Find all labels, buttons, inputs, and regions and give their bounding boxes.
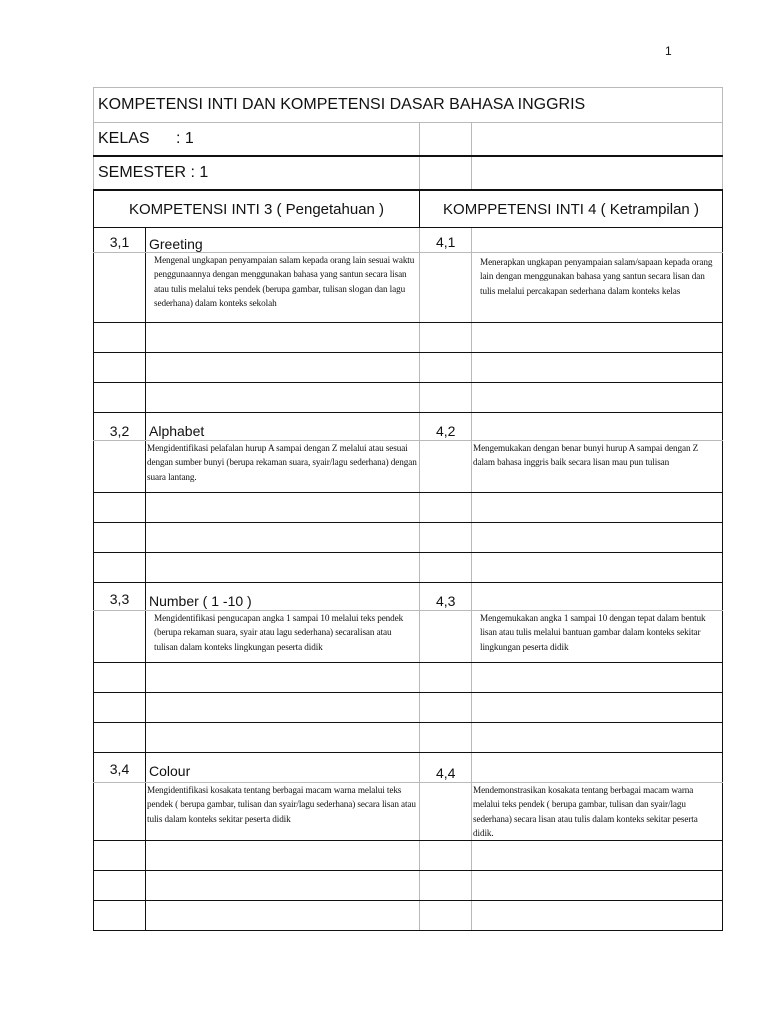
- blank-row: [94, 663, 723, 693]
- blank-row: [94, 493, 723, 523]
- ki4-number: 4,2: [420, 413, 472, 441]
- ki3-title: Number ( 1 -10 ): [146, 583, 420, 611]
- ki4-description: Mengemukakan angka 1 sampai 10 dengan tepat dalam bentuk lisan atau tulis melalui bantuan gambar dalam konteks sekitar lingkungan peserta didik: [480, 613, 706, 652]
- ki3-description: Mengidentifikasi pengucapan angka 1 sampai 10 melalui teks pendek (berupa rekaman suara, syair atau lagu sederhana) secaralisan atau tulisan dalam konteks lingkungan peserta didik: [154, 613, 404, 652]
- blank-row: [94, 323, 723, 353]
- section-1-desc-row: [94, 253, 723, 323]
- section-4-desc-row: [94, 783, 723, 841]
- ki3-number: 3,2: [94, 413, 146, 441]
- title-row: [94, 88, 723, 123]
- page-title: KOMPETENSI INTI DAN KOMPETENSI DASAR BAHASA INGGRIS: [98, 96, 586, 113]
- kelas-value: : 1: [176, 130, 194, 147]
- blank-row: [94, 901, 723, 931]
- kelas-row: [94, 123, 723, 156]
- ki4-description: Menerapkan ungkapan penyampaian salam/sapaan kepada orang lain dengan menggunakan bahasa yang santun secara lisan dan tulis melalui percakapan sederhana dalam konteks kelas: [480, 257, 713, 296]
- blank-row: [94, 523, 723, 553]
- ki3-description: Mengenal ungkapan penyampaian salam kepada orang lain sesuai waktu penggunaannya dengan menggunakan bahasa yang santun secara lisan atau tulis melalui teks pendek (berupa gambar, tulisan slogan dan lagu sederhana) dalam konteks sekolah: [154, 255, 415, 308]
- ki3-description: Mengidentifikasi kosakata tentang berbagai macam warna melalui teks pendek ( berupa gambar, tulisan dan syair/lagu sederhana) secara lisan atau tulis dalam konteks sekitar peserta didik: [147, 785, 416, 824]
- section-2-title-row: [94, 413, 723, 441]
- ki4-number: 4,1: [420, 228, 472, 253]
- page-number: 1: [665, 44, 672, 58]
- blank-row: [94, 383, 723, 413]
- blank-row: [94, 353, 723, 383]
- semester-label: SEMESTER : 1: [98, 163, 209, 181]
- section-4-title-row: [94, 753, 723, 783]
- section-3-desc-row: [94, 611, 723, 663]
- kelas-label: KELAS: [98, 130, 150, 147]
- blank-row: [94, 553, 723, 583]
- blank-row: [94, 871, 723, 901]
- ki4-number: 4,4: [420, 753, 472, 783]
- ki3-title: Colour: [146, 753, 420, 783]
- competency-table: [93, 87, 723, 931]
- ki3-number: 3,3: [94, 583, 146, 611]
- ki4-description: Mendemonstrasikan kosakata tentang berbagai macam warna melalui teks pendek ( berupa gambar, tulisan dan syair/lagu sederhana) secara lisan atau tulis dalam konteks sekitar peserta didik.: [473, 785, 698, 838]
- ki3-title: Alphabet: [146, 413, 420, 441]
- section-3-title-row: [94, 583, 723, 611]
- ki3-number: 3,4: [94, 753, 146, 783]
- semester-row: [94, 156, 723, 190]
- ki4-header: KOMPPETENSI INTI 4 ( Ketrampilan ): [420, 190, 723, 228]
- blank-row: [94, 693, 723, 723]
- ki3-title: Greeting: [146, 228, 420, 253]
- section-2-desc-row: [94, 441, 723, 493]
- column-header-row: [94, 190, 723, 228]
- ki3-number: 3,1: [94, 228, 146, 253]
- ki4-description: Mengemukakan dengan benar bunyi hurup A sampai dengan Z dalam bahasa inggris baik secara lisan mau pun tulisan: [473, 443, 699, 468]
- ki4-number: 4,3: [420, 583, 472, 611]
- ki3-header: KOMPETENSI INTI 3 ( Pengetahuan ): [94, 190, 420, 228]
- blank-row: [94, 841, 723, 871]
- blank-row: [94, 723, 723, 753]
- section-1-title-row: [94, 228, 723, 253]
- ki3-description: Mengidentifikasi pelafalan hurup A sampai dengan Z melalui atau sesuai dengan sumber bunyi (berupa rekaman suara, syair/lagu sederhana) dengan suara lantang.: [147, 443, 417, 482]
